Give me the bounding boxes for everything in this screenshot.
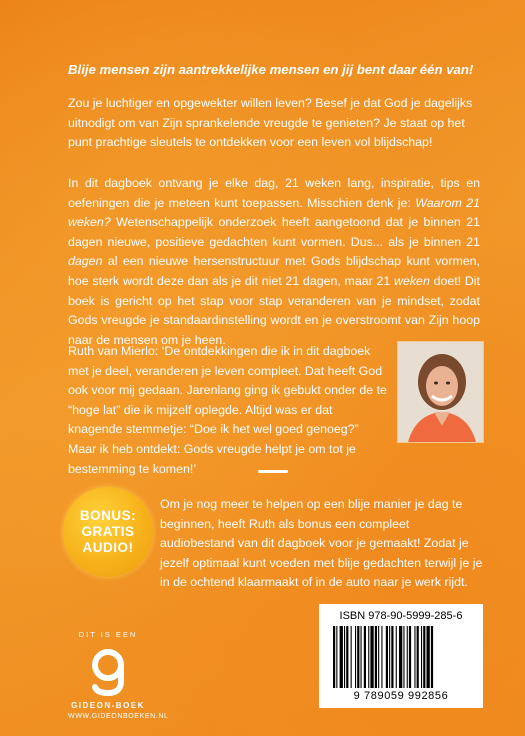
barcode-bar: [381, 626, 382, 688]
barcode-bar: [346, 626, 348, 688]
barcode-bar: [414, 626, 415, 688]
barcode-bar: [351, 626, 352, 688]
publisher-name: GIDEON-BOEK: [71, 701, 145, 710]
concept-text-2: Wetenschappelijk onderzoek heeft aangetoond dat je binnen 21 dagen nieuwe, positieve gedachten kunt vormen. Dus... als je binnen 21: [68, 215, 480, 249]
bonus-badge: [63, 487, 153, 577]
barcode-bar: [403, 626, 404, 688]
bonus-paragraph: Om je nog meer te helpen op een blije manier je dag te beginnen, heeft Ruth als bonus een compleet audiobestand van dit dagboek voor je gemaakt! Zodat je jezelf optimaal kunt voeden met blije gedachten terwijl je je in de ochtend klaarmaakt of in de auto naar je werk rijdt.: [160, 497, 483, 590]
barcode-bar: [344, 626, 345, 688]
barcode-bar: [407, 626, 408, 688]
concept-paragraph: [68, 174, 480, 350]
concept-question: Waarom 21 weken?: [68, 195, 480, 230]
isbn-barcode: [319, 604, 483, 708]
barcode-bar: [361, 626, 362, 688]
barcode-bar: [389, 626, 390, 688]
barcode-bars: [333, 626, 469, 688]
section-divider: [258, 470, 288, 473]
concept-emphasis-dagen: dagen: [68, 254, 103, 269]
concept-text-4: doet! Dit boek is gericht op het stap voor stap veranderen van je mindset, zodat Gods vreugde je standaardinstelling wordt en je overstroomt van Zijn hoop naar de mensen om je heen.: [68, 273, 480, 347]
barcode-bar: [378, 626, 379, 688]
concept-emphasis-weken: weken: [394, 273, 430, 288]
barcode-bar: [386, 626, 388, 688]
barcode-bar: [417, 626, 419, 688]
isbn-label: ISBN 978-90-5999-285-6: [339, 610, 463, 622]
barcode-bar: [421, 626, 422, 688]
barcode-bar: [423, 626, 425, 688]
barcode-bar: [399, 626, 402, 688]
barcode-bar: [396, 626, 397, 688]
tagline: Blije mensen zijn aantrekkelijke mensen en jij bent daar één van!: [68, 62, 474, 77]
bonus-line-1: BONUS:: [79, 508, 137, 523]
barcode-bar: [357, 626, 359, 688]
concept-text-1: In dit dagboek ontvang je elke dag, 21 weken lang, inspiratie, tips en oefeningen die je meteen kunt toepassen. Misschien denk je:: [68, 176, 480, 210]
barcode-bar: [375, 626, 377, 688]
barcode-bar: [370, 626, 373, 688]
author-quote: Ruth van Mierlo: ‘De ontdekkingen die ik in dit dagboek met je deel, veranderen je leven compleet. Dat heeft God ook voor mij gedaan. Jarenlang ging ik gebukt onder de te “hoge lat” die ik mijzelf oplegde. Altijd was er dat knagende stemmetje: “Doe ik het wel goed genoeg?” Maar ik heb ontdekt: Gods vreugde helpt je om tot je bestemming te komen!’: [68, 344, 387, 476]
intro-paragraph: Zou je luchtiger en opgewekter willen leven? Besef je dat God je dagelijks uitnodigt om van Zijn sprankelende vreugde te genieten? Je staat op het punt prachtige sleutels te ontdekken voor een leven vol blijdschap!: [68, 96, 473, 150]
bonus-line-3: AUDIO!: [82, 540, 134, 555]
barcode-bar: [364, 626, 366, 688]
barcode-bar: [340, 626, 343, 688]
publisher-logo: [68, 630, 169, 720]
barcode-bar: [336, 626, 337, 688]
barcode-bar: [431, 626, 433, 688]
barcode-bar: [427, 626, 430, 688]
author-photo: [397, 341, 484, 443]
bonus-line-2: GRATIS: [81, 524, 135, 539]
barcode-bar: [409, 626, 411, 688]
publisher-url: WWW.GIDEONBOEKEN.NL: [68, 713, 169, 720]
barcode-bar: [391, 626, 393, 688]
barcode-bar: [333, 626, 335, 688]
barcode-digits: 9 789059 992856: [353, 690, 449, 702]
concept-text-3: al een nieuwe hersenstructuur met Gods blijdschap kunt vormen, hoe sterk wordt deze dan als je dit niet 21 dagen, maar 21: [68, 254, 480, 288]
barcode-bar: [355, 626, 356, 688]
logo-tagline: DIT IS EEN: [78, 630, 138, 639]
barcode-bar: [368, 626, 369, 688]
gideon-g-icon: [83, 645, 133, 697]
